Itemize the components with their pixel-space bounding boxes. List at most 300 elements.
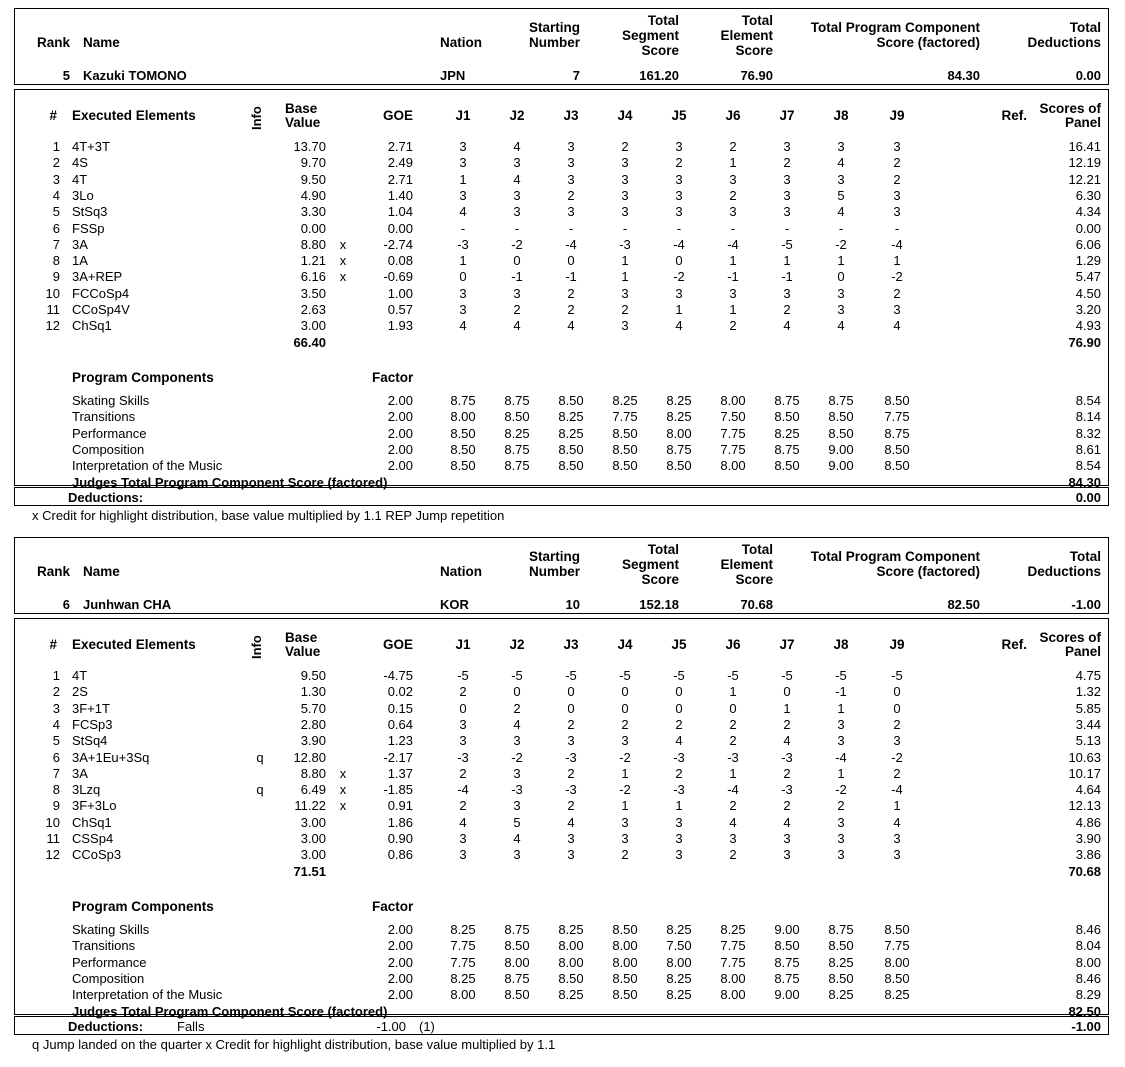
element-judge-score: 1 (837, 701, 845, 716)
element-panel-score: 1.32 (1075, 684, 1101, 699)
skater-total-deductions: 0.00 (1075, 68, 1101, 83)
element-judge-score: 0 (459, 269, 467, 284)
element-goe: 0.57 (387, 302, 413, 317)
element-judge-score: -5 (891, 668, 903, 683)
element-judge-score: -3 (619, 237, 631, 252)
element-judge-score: 0 (675, 701, 683, 716)
element-judge-score: 3 (783, 188, 791, 203)
component-judge-score: 7.50 (720, 409, 746, 424)
factor-header: Factor (372, 370, 414, 385)
component-judge-score: 8.50 (612, 987, 638, 1002)
element-judge-score: -2 (511, 237, 523, 252)
skater-starting-number: 10 (565, 597, 580, 612)
component-judge-score: 8.50 (612, 426, 638, 441)
element-judge-score: 3 (893, 831, 901, 846)
element-judge-score: 2 (567, 286, 575, 301)
element-score-total: 76.90 (1068, 335, 1101, 350)
judge-header: J3 (563, 108, 579, 123)
element-code: 3A (72, 766, 88, 781)
component-judge-score: 7.75 (450, 955, 476, 970)
total-segment-score-header: Total (647, 542, 679, 557)
element-judge-score: 2 (567, 188, 575, 203)
component-judge-score: 8.75 (774, 971, 800, 986)
scores-of-panel-header: Panel (1064, 115, 1101, 130)
element-judge-score: 4 (513, 717, 521, 732)
judge-header: J1 (455, 637, 471, 652)
element-judge-score: 2 (567, 766, 575, 781)
element-judge-score: 4 (513, 172, 521, 187)
total-segment-score-header: Segment (621, 557, 679, 572)
goe-header: GOE (382, 108, 413, 123)
element-judge-score: 4 (783, 733, 791, 748)
element-judge-score: -5 (781, 237, 793, 252)
element-judge-score: 3 (459, 286, 467, 301)
component-judge-score: 7.75 (884, 938, 910, 953)
judge-header: J2 (509, 637, 525, 652)
element-judge-score: -3 (727, 750, 739, 765)
component-judge-score: 8.25 (666, 922, 692, 937)
element-panel-score: 5.85 (1075, 701, 1101, 716)
component-judge-score: 8.75 (774, 393, 800, 408)
element-judge-score: 2 (729, 847, 737, 862)
deductions-total: -1.00 (1071, 1019, 1101, 1034)
element-code: 4T (72, 668, 88, 683)
component-judge-score: 8.50 (828, 971, 854, 986)
info-header: Info (249, 635, 264, 659)
element-judge-score: 3 (675, 831, 683, 846)
component-judge-score: 8.50 (884, 393, 910, 408)
judge-header: J7 (779, 108, 795, 123)
element-judge-score: -2 (891, 269, 903, 284)
element-goe: 1.93 (387, 318, 413, 333)
judge-header: J6 (725, 637, 741, 652)
element-judge-score: -5 (727, 668, 739, 683)
component-factor: 2.00 (387, 458, 413, 473)
element-judge-score: -5 (457, 668, 469, 683)
element-judge-score: 1 (729, 684, 737, 699)
component-name: Composition (72, 442, 145, 457)
judge-header: J2 (509, 108, 525, 123)
element-judge-score: -4 (727, 782, 739, 797)
element-panel-score: 5.13 (1075, 733, 1101, 748)
element-judge-score: -2 (511, 750, 523, 765)
element-number: 8 (52, 782, 60, 797)
element-panel-score: 3.44 (1075, 717, 1101, 732)
skater-total-element-score: 70.68 (740, 597, 773, 612)
component-name: Skating Skills (72, 393, 150, 408)
element-goe: 0.64 (387, 717, 413, 732)
scores-of-panel-header: Scores of (1039, 630, 1101, 645)
element-judge-score: -4 (727, 237, 739, 252)
component-judge-score: 8.75 (666, 442, 692, 457)
component-judge-score: 8.50 (774, 409, 800, 424)
element-judge-score: 2 (567, 798, 575, 813)
element-panel-score: 4.50 (1075, 286, 1101, 301)
base-value-header: Base (285, 630, 318, 645)
element-judge-score: 3 (513, 798, 521, 813)
element-judge-score: -3 (781, 782, 793, 797)
element-judge-score: 3 (837, 139, 845, 154)
element-judge-score: -1 (781, 269, 793, 284)
component-factor: 2.00 (387, 955, 413, 970)
total-pcs-header: Total Program Component (810, 20, 980, 35)
judges-total-pcs-value: 84.30 (1068, 475, 1101, 490)
element-panel-score: 4.64 (1075, 782, 1101, 797)
component-judge-score: 8.25 (828, 987, 854, 1002)
component-judge-score: 8.00 (612, 955, 638, 970)
name-header: Name (83, 564, 120, 579)
component-panel-score: 8.00 (1075, 955, 1101, 970)
element-code: FSSp (72, 221, 105, 236)
component-judge-score: 8.00 (666, 426, 692, 441)
element-base-value: 1.21 (300, 253, 326, 268)
element-goe: 2.71 (387, 172, 413, 187)
element-judge-score: 3 (729, 204, 737, 219)
element-judge-score: 0 (459, 701, 467, 716)
component-name: Composition (72, 971, 145, 986)
judge-header: J5 (671, 108, 687, 123)
component-judge-score: 7.75 (450, 938, 476, 953)
component-panel-score: 8.32 (1075, 426, 1101, 441)
element-code: StSq4 (72, 733, 108, 748)
element-judge-score: 3 (513, 204, 521, 219)
component-judge-score: 8.25 (558, 922, 584, 937)
element-base-value: 6.49 (300, 782, 326, 797)
element-judge-score: -2 (891, 750, 903, 765)
element-judge-score: 3 (513, 286, 521, 301)
element-panel-score: 6.30 (1075, 188, 1101, 203)
element-judge-score: 3 (675, 188, 683, 203)
element-panel-score: 12.21 (1068, 172, 1101, 187)
element-goe: 1.23 (387, 733, 413, 748)
element-judge-score: 3 (513, 766, 521, 781)
element-judge-score: 1 (675, 302, 683, 317)
element-judge-score: 4 (567, 318, 575, 333)
element-number: 6 (52, 750, 60, 765)
element-judge-score: 3 (567, 204, 575, 219)
element-code: 4T+3T (72, 139, 110, 154)
element-judge-score: 5 (513, 815, 521, 830)
deduction-count: (1) (419, 1019, 435, 1034)
element-judge-score: - (514, 221, 520, 236)
element-judge-score: -4 (835, 750, 847, 765)
element-panel-score: 1.29 (1075, 253, 1101, 268)
judge-header: J4 (617, 108, 633, 123)
judge-header: J6 (725, 108, 741, 123)
element-judge-score: 1 (459, 253, 467, 268)
element-base-value: 13.70 (293, 139, 326, 154)
element-judge-score: 2 (513, 302, 521, 317)
element-number: 1 (52, 668, 60, 683)
element-judge-score: 2 (675, 766, 683, 781)
total-element-score-header: Total (741, 542, 773, 557)
element-judge-score: 1 (675, 798, 683, 813)
component-panel-score: 8.46 (1075, 971, 1101, 986)
element-judge-score: 2 (675, 717, 683, 732)
component-judge-score: 8.50 (666, 458, 692, 473)
element-judge-score: 4 (837, 318, 845, 333)
component-factor: 2.00 (387, 971, 413, 986)
component-judge-score: 8.75 (504, 442, 530, 457)
component-factor: 2.00 (387, 426, 413, 441)
legend-note: x Credit for highlight distribution, base value multiplied by 1.1 REP Jump repetition (32, 508, 505, 523)
element-judge-score: 2 (783, 155, 791, 170)
element-judge-score: - (894, 221, 900, 236)
component-panel-score: 8.14 (1075, 409, 1101, 424)
element-base-value: 8.80 (300, 766, 326, 781)
factor-header: Factor (372, 899, 414, 914)
component-judge-score: 8.50 (612, 922, 638, 937)
component-judge-score: 8.25 (666, 409, 692, 424)
skater-starting-number: 7 (572, 68, 580, 83)
element-code: CSSp4 (72, 831, 114, 846)
element-base-value: 9.50 (300, 668, 326, 683)
program-components-header: Program Components (72, 370, 214, 385)
element-judge-score: 3 (513, 188, 521, 203)
element-goe: -1.85 (383, 782, 413, 797)
element-judge-score: 3 (837, 831, 845, 846)
element-judge-score: -2 (835, 782, 847, 797)
element-goe: 1.86 (387, 815, 413, 830)
skater-total-segment-score: 152.18 (639, 597, 679, 612)
element-base-value: 8.80 (300, 237, 326, 252)
element-bonus-mark: x (339, 798, 347, 813)
component-judge-score: 8.50 (884, 442, 910, 457)
element-judge-score: -4 (457, 782, 469, 797)
element-judge-score: -4 (673, 237, 685, 252)
element-judge-score: 4 (567, 815, 575, 830)
element-base-value: 3.00 (300, 847, 326, 862)
element-judge-score: 4 (513, 831, 521, 846)
element-judge-score: -2 (673, 269, 685, 284)
element-panel-score: 5.47 (1075, 269, 1101, 284)
element-judge-score: 4 (783, 318, 791, 333)
element-code: FCSp3 (72, 717, 113, 732)
deductions-label: Deductions: (68, 1019, 144, 1034)
component-judge-score: 8.75 (504, 922, 530, 937)
element-judge-score: 3 (837, 733, 845, 748)
element-code: ChSq1 (72, 815, 112, 830)
element-judge-score: 3 (675, 172, 683, 187)
element-judge-score: 3 (837, 847, 845, 862)
element-judge-score: 3 (837, 172, 845, 187)
element-judge-score: 0 (621, 684, 629, 699)
element-judge-score: 3 (837, 717, 845, 732)
element-code: ChSq1 (72, 318, 112, 333)
element-judge-score: 3 (513, 733, 521, 748)
component-judge-score: 8.50 (774, 458, 800, 473)
element-judge-score: 3 (459, 847, 467, 862)
element-judge-score: -4 (891, 237, 903, 252)
skater-rank: 5 (62, 68, 70, 83)
element-judge-score: - (622, 221, 628, 236)
element-code: 3F+1T (72, 701, 110, 716)
element-panel-score: 4.86 (1075, 815, 1101, 830)
element-judge-score: 3 (513, 155, 521, 170)
component-judge-score: 8.50 (884, 922, 910, 937)
element-judge-score: 3 (459, 139, 467, 154)
component-judge-score: 8.75 (504, 458, 530, 473)
element-score-total: 70.68 (1068, 864, 1101, 879)
total-segment-score-header: Segment (621, 28, 679, 43)
component-judge-score: 8.75 (450, 393, 476, 408)
component-judge-score: 8.00 (720, 971, 746, 986)
judge-header: J7 (779, 637, 795, 652)
element-judge-score: -5 (565, 668, 577, 683)
element-judge-score: 3 (675, 139, 683, 154)
component-judge-score: 8.25 (828, 955, 854, 970)
executed-elements-header: Executed Elements (72, 108, 196, 123)
component-name: Interpretation of the Music (72, 987, 223, 1002)
element-judge-score: 2 (729, 733, 737, 748)
element-panel-score: 10.17 (1068, 766, 1101, 781)
base-value-header: Value (285, 115, 321, 130)
element-judge-score: 0 (621, 701, 629, 716)
element-judge-score: -3 (673, 750, 685, 765)
element-base-value: 9.70 (300, 155, 326, 170)
element-judge-score: 1 (621, 269, 629, 284)
element-judge-score: 2 (621, 139, 629, 154)
element-number: 2 (52, 684, 60, 699)
element-code: FCCoSp4 (72, 286, 130, 301)
element-number: 12 (45, 318, 60, 333)
element-judge-score: 2 (729, 318, 737, 333)
element-panel-score: 3.20 (1075, 302, 1101, 317)
component-judge-score: 8.25 (884, 987, 910, 1002)
component-judge-score: 8.00 (666, 955, 692, 970)
skater-total-pcs: 82.50 (947, 597, 980, 612)
nation-header: Nation (440, 35, 482, 50)
component-judge-score: 8.00 (558, 955, 584, 970)
total-pcs-header: Score (factored) (876, 564, 980, 579)
component-name: Performance (72, 426, 147, 441)
skater-total-element-score: 76.90 (740, 68, 773, 83)
component-judge-score: 8.50 (828, 409, 854, 424)
element-bonus-mark: x (339, 237, 347, 252)
element-judge-score: -1 (727, 269, 739, 284)
element-judge-score: 2 (567, 302, 575, 317)
element-judge-score: 3 (567, 155, 575, 170)
component-panel-score: 8.46 (1075, 922, 1101, 937)
element-number: 10 (45, 815, 60, 830)
element-judge-score: 2 (783, 798, 791, 813)
element-goe: 0.15 (387, 701, 413, 716)
element-judge-score: 3 (729, 831, 737, 846)
total-pcs-header: Score (factored) (876, 35, 980, 50)
element-number: 4 (52, 717, 60, 732)
element-judge-score: 2 (729, 188, 737, 203)
element-base-value: 12.80 (293, 750, 326, 765)
element-bonus-mark: x (339, 253, 347, 268)
total-element-score-header: Score (735, 43, 773, 58)
component-name: Transitions (72, 938, 136, 953)
element-judge-score: 2 (783, 766, 791, 781)
element-judge-score: 2 (675, 155, 683, 170)
component-judge-score: 8.25 (504, 426, 530, 441)
element-judge-score: 2 (893, 286, 901, 301)
component-factor: 2.00 (387, 442, 413, 457)
element-base-value: 2.63 (300, 302, 326, 317)
element-base-value: 9.50 (300, 172, 326, 187)
deductions-label: Deductions: (68, 490, 144, 505)
element-judge-score: 3 (783, 172, 791, 187)
number-header: # (49, 108, 57, 123)
component-judge-score: 8.00 (720, 987, 746, 1002)
total-element-score-header: Element (720, 557, 773, 572)
element-judge-score: -3 (565, 750, 577, 765)
element-bonus-mark: x (339, 766, 347, 781)
judge-header: J9 (889, 637, 905, 652)
element-judge-score: 3 (621, 831, 629, 846)
element-number: 6 (52, 221, 60, 236)
element-judge-score: 0 (675, 253, 683, 268)
number-header: # (49, 637, 57, 652)
judge-header: J1 (455, 108, 471, 123)
component-judge-score: 8.50 (828, 426, 854, 441)
component-name: Skating Skills (72, 922, 150, 937)
component-judge-score: 8.75 (828, 922, 854, 937)
element-judge-score: 3 (621, 318, 629, 333)
element-judge-score: 2 (621, 717, 629, 732)
element-judge-score: 2 (729, 798, 737, 813)
element-code: 3A+REP (72, 269, 123, 284)
element-code: 3A+1Eu+3Sq (72, 750, 150, 765)
legend-note: q Jump landed on the quarter x Credit for highlight distribution, base value multiplied by 1.1 (32, 1037, 556, 1052)
element-judge-score: 1 (729, 253, 737, 268)
element-judge-score: -5 (511, 668, 523, 683)
element-judge-score: 2 (893, 766, 901, 781)
element-judge-score: - (784, 221, 790, 236)
judge-header: J3 (563, 637, 579, 652)
element-judge-score: -1 (511, 269, 523, 284)
info-header: Info (249, 106, 264, 130)
element-judge-score: 2 (459, 766, 467, 781)
element-base-value: 3.00 (300, 831, 326, 846)
element-judge-score: 4 (675, 733, 683, 748)
element-code: 2S (72, 684, 88, 699)
element-judge-score: 3 (567, 172, 575, 187)
skater-total-deductions: -1.00 (1071, 597, 1101, 612)
element-judge-score: 0 (567, 253, 575, 268)
nation-header: Nation (440, 564, 482, 579)
component-judge-score: 8.50 (450, 426, 476, 441)
element-judge-score: 1 (621, 766, 629, 781)
element-judge-score: -5 (673, 668, 685, 683)
element-panel-score: 4.93 (1075, 318, 1101, 333)
component-panel-score: 8.61 (1075, 442, 1101, 457)
element-judge-score: 3 (567, 847, 575, 862)
element-goe: 1.40 (387, 188, 413, 203)
component-judge-score: 8.00 (884, 955, 910, 970)
component-judge-score: 8.25 (612, 393, 638, 408)
component-judge-score: 8.50 (504, 409, 530, 424)
judge-header: J8 (833, 637, 849, 652)
element-number: 5 (52, 204, 60, 219)
component-judge-score: 7.75 (720, 955, 746, 970)
element-judge-score: 0 (567, 684, 575, 699)
component-judge-score: 8.25 (558, 987, 584, 1002)
element-code: StSq3 (72, 204, 108, 219)
element-number: 9 (52, 798, 60, 813)
element-judge-score: 3 (783, 286, 791, 301)
element-goe: 1.37 (387, 766, 413, 781)
element-judge-score: -4 (891, 782, 903, 797)
element-number: 4 (52, 188, 60, 203)
component-judge-score: 8.00 (720, 393, 746, 408)
element-panel-score: 0.00 (1075, 221, 1101, 236)
component-judge-score: 8.00 (450, 409, 476, 424)
element-number: 9 (52, 269, 60, 284)
